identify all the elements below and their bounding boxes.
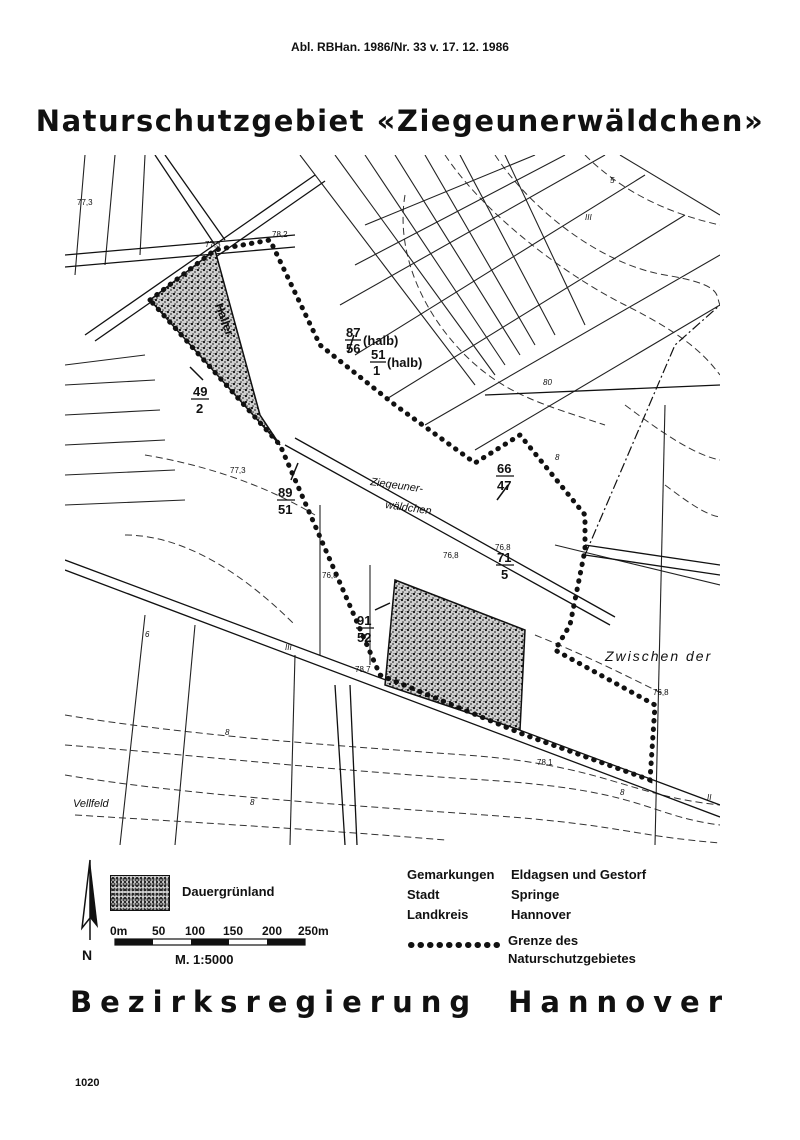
svg-text:78,2: 78,2 [272,230,288,239]
svg-text:77,3: 77,3 [230,466,246,475]
map-area [65,155,720,845]
svg-text:150: 150 [223,924,244,938]
svg-text:77,3: 77,3 [205,240,221,249]
svg-text:66: 66 [497,461,512,476]
grassland-legend-label: Dauergrünland [182,884,275,899]
svg-text:52: 52 [357,630,372,645]
svg-text:(halb): (halb) [387,355,423,370]
svg-text:200: 200 [262,924,283,938]
svg-text:0m: 0m [110,924,128,938]
area-name-line1: Ziegeuner- [369,476,424,496]
svg-text:8: 8 [250,798,255,807]
administrative-info [407,865,646,925]
publication-header: Abl. RBHan. 1986/Nr. 33 v. 17. 12. 1986 [291,40,509,54]
svg-text:5: 5 [610,176,615,185]
authority-word-2: Hannover [508,985,730,1019]
svg-text:250m: 250m [298,924,329,938]
svg-text:76,8: 76,8 [653,688,669,697]
issuing-authority [70,985,730,1019]
svg-text:8: 8 [225,728,230,737]
svg-text:II: II [707,793,712,802]
svg-text:III: III [285,643,292,652]
svg-text:(halb): (halb) [363,333,399,348]
svg-text:III: III [585,213,592,222]
svg-text:51: 51 [371,347,386,362]
svg-text:6: 6 [145,630,150,639]
svg-text:71: 71 [497,550,512,565]
svg-text:51: 51 [278,502,293,517]
field-name-left-label: Vellfeld [73,798,109,810]
boundary-legend-symbol [407,938,502,952]
svg-text:100: 100 [185,924,206,938]
svg-text:76,8: 76,8 [443,551,459,560]
svg-text:56: 56 [346,341,361,356]
svg-text:76,8: 76,8 [495,543,511,552]
svg-text:50: 50 [152,924,166,938]
svg-text:8: 8 [620,788,625,797]
svg-text:91: 91 [357,613,372,628]
svg-text:47: 47 [497,478,512,493]
svg-text:78,7: 78,7 [355,665,371,674]
svg-text:49: 49 [193,384,208,399]
authority-word-1: Bezirksregierung [70,985,479,1019]
admin-row-landkreis: Landkreis Hannover [407,907,571,922]
svg-text:89: 89 [278,485,293,500]
field-name-label: Zwischen der [605,648,713,664]
boundary-legend-label: Grenze des Naturschutzgebietes [508,933,636,966]
scale-ratio: M. 1:5000 [175,952,234,967]
svg-text:2: 2 [196,401,204,416]
admin-row-stadt: Stadt Springe [407,887,560,902]
svg-text:77,3: 77,3 [77,198,93,207]
svg-text:78,1: 78,1 [537,758,553,767]
svg-text:5: 5 [501,567,509,582]
road-name-label: Haller [212,301,237,338]
page-number: 1020 [75,1077,100,1089]
grassland-legend-swatch [110,875,170,911]
map-title: Naturschutzgebiet «Ziegeunerwäldchen» [35,104,765,138]
svg-text:80: 80 [543,378,552,387]
svg-text:76,8: 76,8 [322,571,338,580]
svg-text:8: 8 [555,453,560,462]
svg-text:87: 87 [346,325,361,340]
admin-row-gemarkungen: Gemarkungen Eldagsen und Gestorf [407,867,647,882]
north-label: N [82,947,93,963]
svg-text:1: 1 [373,363,381,378]
area-name-line2: wäldchen [384,499,433,518]
